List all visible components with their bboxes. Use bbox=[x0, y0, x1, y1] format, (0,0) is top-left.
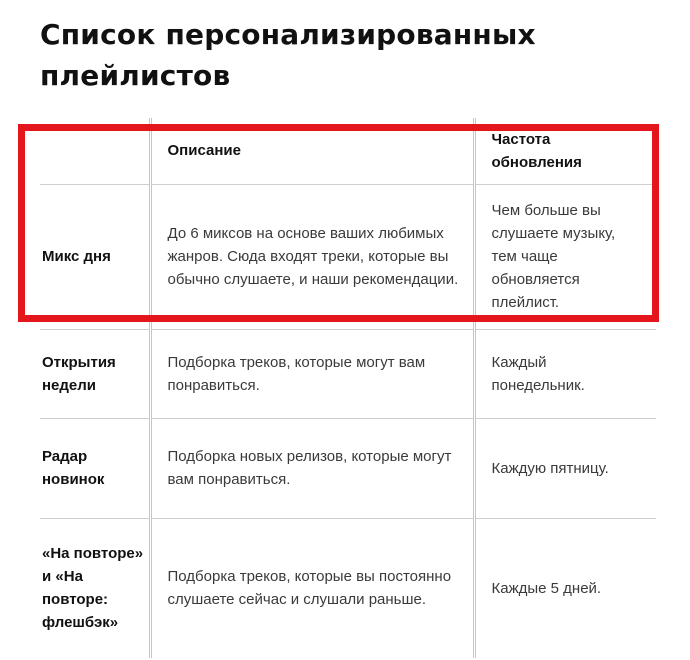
playlist-description-cell: До 6 миксов на основе ваших любимых жанров. Сюда входят треки, которые вы обычно слушаете, и наши рекомендации. bbox=[150, 184, 474, 329]
playlist-name-cell: Микс дня bbox=[40, 184, 150, 329]
table-header-row bbox=[40, 118, 656, 184]
playlist-frequency-cell: Каждую пятницу. bbox=[474, 418, 656, 518]
table-row bbox=[40, 518, 656, 658]
table-row bbox=[40, 184, 656, 329]
playlist-description-cell: Подборка треков, которые вы постоянно слушаете сейчас и слушали раньше. bbox=[150, 518, 474, 658]
table-row bbox=[40, 329, 656, 418]
playlist-name-cell: Открытия недели bbox=[40, 329, 150, 418]
playlist-name-cell: «На повторе» и «На повторе: флешбэк» bbox=[40, 518, 150, 658]
page-title: Список персонализированных плейлистов bbox=[40, 18, 536, 92]
header-cell-frequency: Частота обновления bbox=[474, 118, 656, 184]
playlist-name-cell: Радар новинок bbox=[40, 418, 150, 518]
header-cell-description: Описание bbox=[150, 118, 474, 184]
header-cell-empty bbox=[40, 118, 150, 184]
playlists-table bbox=[40, 118, 656, 658]
playlist-frequency-cell: Каждые 5 дней. bbox=[474, 518, 656, 658]
playlist-description-cell: Подборка треков, которые могут вам понравиться. bbox=[150, 329, 474, 418]
playlist-frequency-cell: Каждый понедельник. bbox=[474, 329, 656, 418]
playlist-frequency-cell: Чем больше вы слушаете музыку, тем чаще обновляется плейлист. bbox=[474, 184, 656, 329]
playlist-description-cell: Подборка новых релизов, которые могут вам понравиться. bbox=[150, 418, 474, 518]
table-row bbox=[40, 418, 656, 518]
